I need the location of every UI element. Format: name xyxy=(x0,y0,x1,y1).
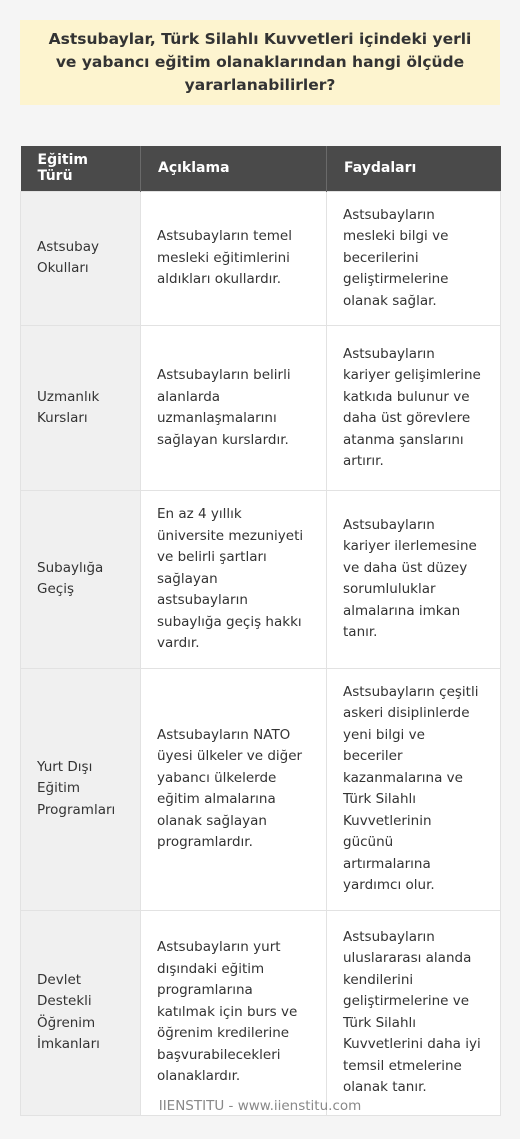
description-cell: Astsubayların belirli alanlarda uzmanlaşmalarını sağlayan kurslardır. xyxy=(141,326,327,491)
table-row xyxy=(21,326,501,491)
header-education-type: Eğitim Türü xyxy=(21,146,141,191)
table-row xyxy=(21,491,501,669)
table-row xyxy=(21,668,501,910)
footer-credit: IIENSTITU - www.iienstitu.com xyxy=(158,1098,362,1114)
description-cell: Astsubayların NATO üyesi ülkeler ve diğer yabancı ülkelerde eğitim almalarına olanak sağlayan programlardır. xyxy=(141,668,327,910)
education-table xyxy=(20,146,501,1116)
benefits-cell: Astsubayların kariyer gelişimlerine katkıda bulunur ve daha üst görevlere atanma şanslarını artırır. xyxy=(327,326,501,491)
description-cell: Astsubayların temel mesleki eğitimlerini aldıkları okullardır. xyxy=(141,191,327,326)
header-description: Açıklama xyxy=(141,146,327,191)
table-row xyxy=(21,910,501,1115)
education-type-cell: Uzmanlık Kursları xyxy=(21,326,141,491)
page-title: Astsubaylar, Türk Silahlı Kuvvetleri içindeki yerli ve yabancı eğitim olanaklarından hangi ölçüde yararlanabilirler? xyxy=(48,30,472,94)
table-header-row xyxy=(21,146,501,191)
benefits-cell: Astsubayların çeşitli askeri disiplinlerde yeni bilgi ve beceriler kazanmalarına ve Türk Silahlı Kuvvetlerinin gücünü artırmalarına yardımcı olur. xyxy=(327,668,501,910)
table-row xyxy=(21,191,501,326)
education-type-cell: Astsubay Okulları xyxy=(21,191,141,326)
education-type-cell: Devlet Destekli Öğrenim İmkanları xyxy=(21,910,141,1115)
title-box xyxy=(20,20,500,105)
header-benefits: Faydaları xyxy=(327,146,501,191)
description-cell: En az 4 yıllık üniversite mezuniyeti ve belirli şartları sağlayan astsubayların subaylığa geçiş hakkı vardır. xyxy=(141,491,327,669)
education-type-cell: Subaylığa Geçiş xyxy=(21,491,141,669)
benefits-cell: Astsubayların mesleki bilgi ve becerilerini geliştirmelerine olanak sağlar. xyxy=(327,191,501,326)
description-cell: Astsubayların yurt dışındaki eğitim programlarına katılmak için burs ve öğrenim kredilerine başvurabilecekleri olanaklardır. xyxy=(141,910,327,1115)
benefits-cell: Astsubayların uluslararası alanda kendilerini geliştirmelerine ve Türk Silahlı Kuvvetlerini daha iyi temsil etmelerine olanak tanır. xyxy=(327,910,501,1115)
benefits-cell: Astsubayların kariyer ilerlemesine ve daha üst düzey sorumluluklar almalarına imkan tanır. xyxy=(327,491,501,669)
education-type-cell: Yurt Dışı Eğitim Programları xyxy=(21,668,141,910)
